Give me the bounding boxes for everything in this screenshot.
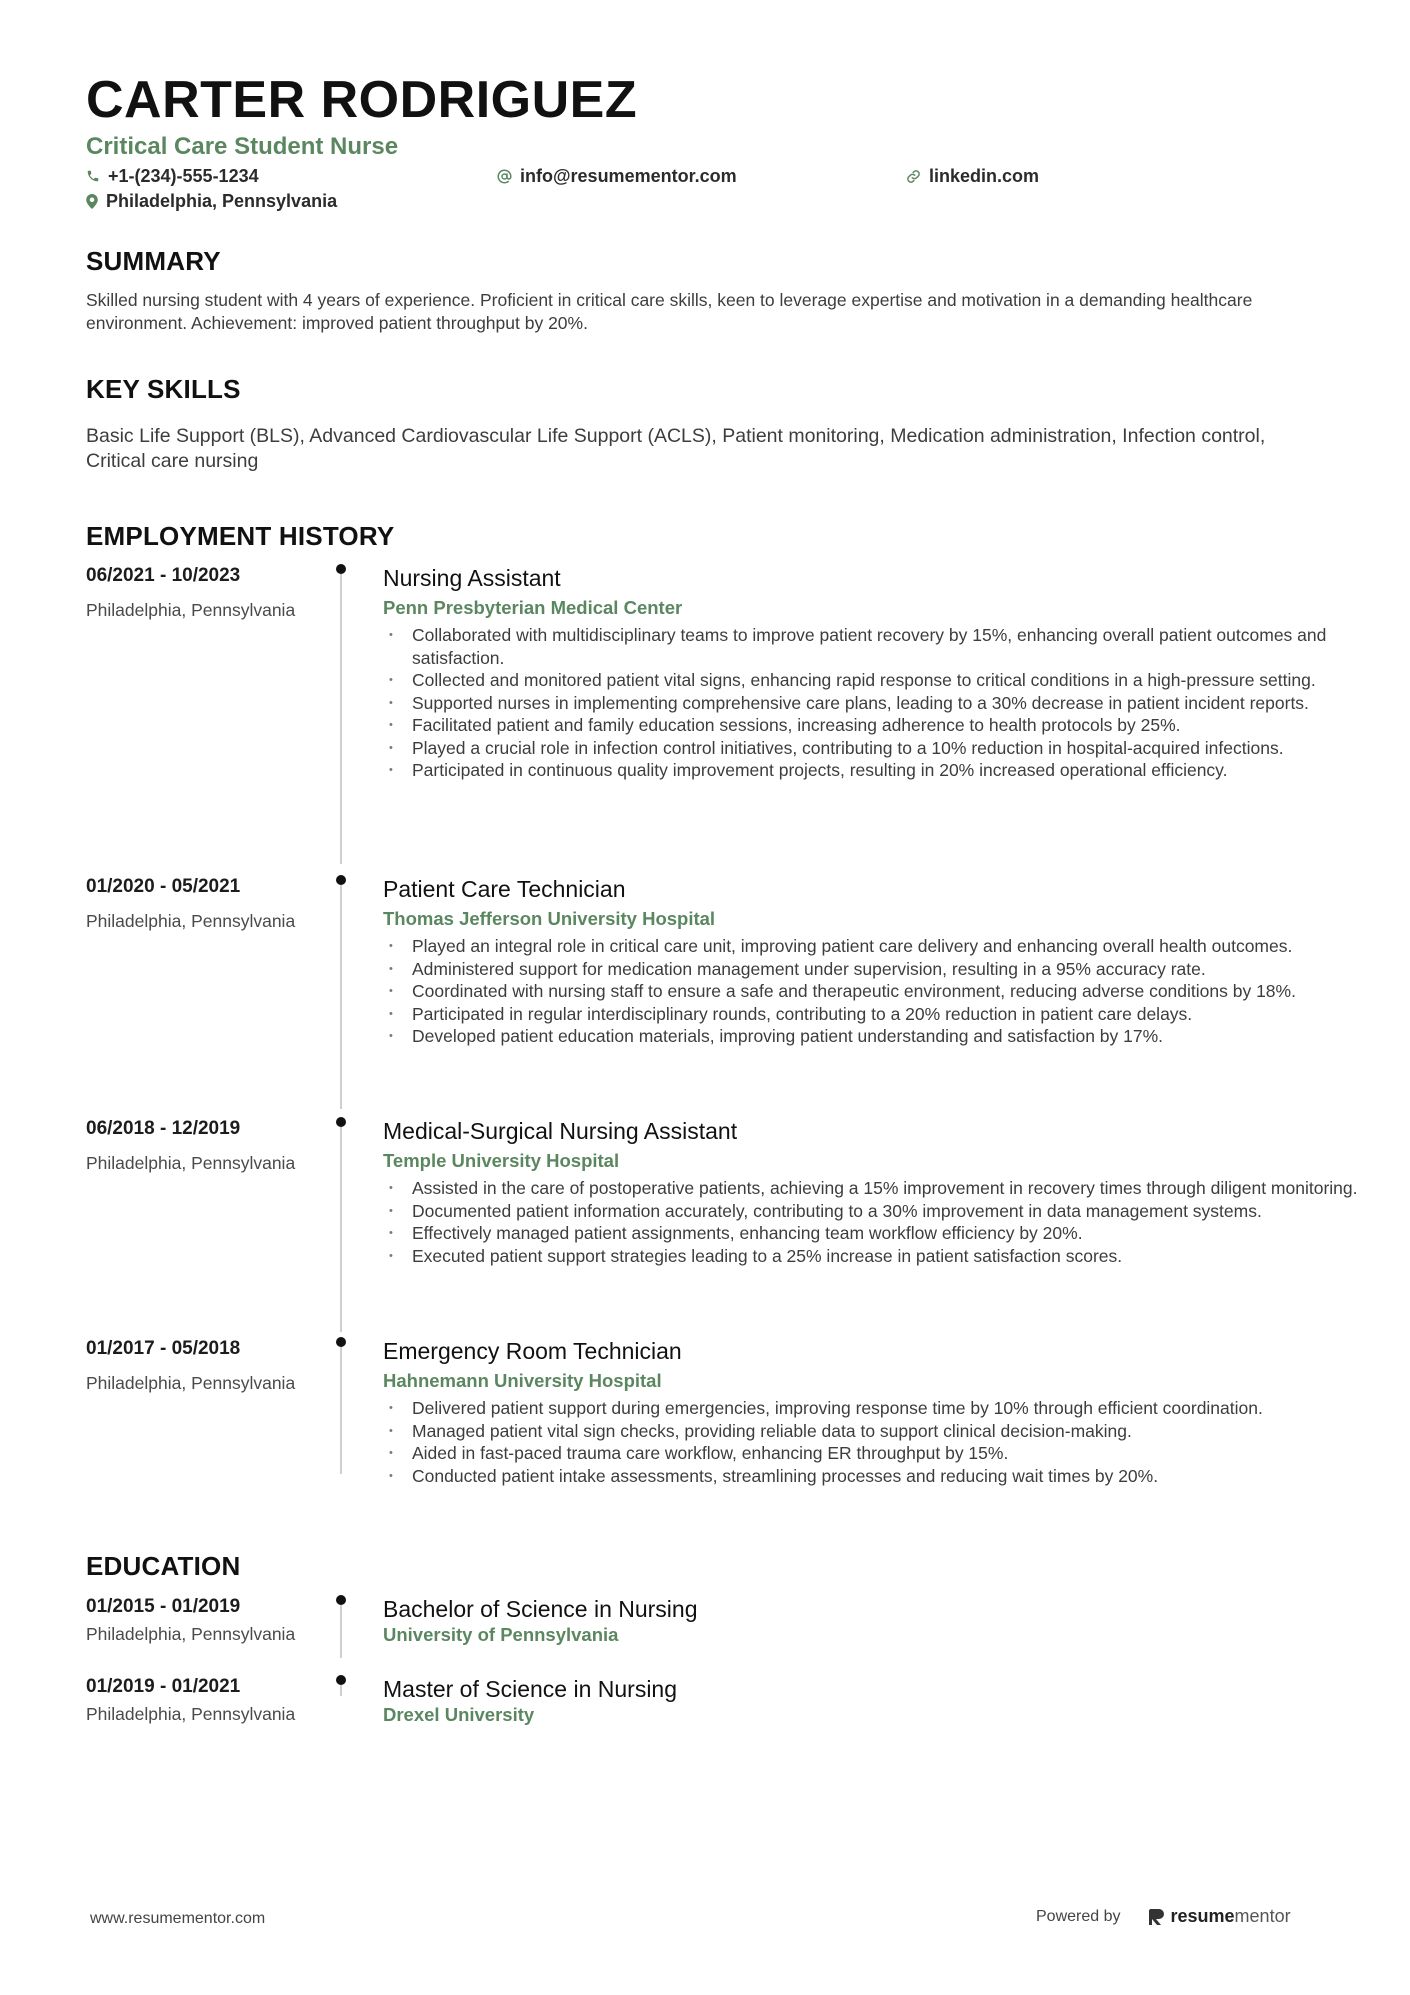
job-title: Emergency Room Technician [383, 1338, 682, 1364]
summary-text: Skilled nursing student with 4 years of experience. Proficient in critical care skills, keen to leverage expertise and motivation in a demanding healthcare environment. Achievement: improved patient throughput by 20%. [86, 290, 1253, 333]
job-location: Philadelphia, Pennsylvania [86, 1373, 296, 1393]
brand-logo-icon [1149, 1908, 1165, 1926]
job-bullet: • Managed patient vital sign checks, providing reliable data to support clinical decision-making. [383, 1420, 1410, 1443]
job-bullets [383, 1177, 1410, 1267]
at-icon [497, 169, 512, 184]
timeline-line [340, 1602, 342, 1658]
candidate-name: CARTER RODRIGUEZ [86, 71, 638, 129]
contact-email[interactable] [497, 164, 737, 188]
job-company: Hahnemann University Hospital [383, 1370, 662, 1391]
summary-heading: SUMMARY [86, 246, 221, 276]
job-bullet: • Participated in continuous quality improvement projects, resulting in 20% increased operational efficiency. [383, 759, 1410, 782]
job-company: Thomas Jefferson University Hospital [383, 908, 716, 929]
timeline-dot [336, 1117, 346, 1127]
footer-website[interactable]: www.resumementor.com [90, 1910, 266, 1927]
location-text: Philadelphia, Pennsylvania [106, 191, 338, 211]
timeline-dot [336, 875, 346, 885]
job-bullet: • Collaborated with multidisciplinary teams to improve patient recovery by 15%, enhancing overall patient outcomes and satisfaction. [383, 624, 1410, 669]
candidate-role: Critical Care Student Nurse [86, 133, 399, 160]
brand-logo[interactable] [1149, 1906, 1291, 1927]
email-text[interactable]: info@resumementor.com [520, 166, 737, 186]
job-bullet: • Aided in fast-paced trauma care workflow, enhancing ER throughput by 15%. [383, 1442, 1410, 1465]
timeline-dot [336, 1675, 346, 1685]
footer-brand [1036, 1906, 1291, 1927]
education-degree: Master of Science in Nursing [383, 1676, 678, 1702]
timeline-dot [336, 1337, 346, 1347]
job-bullet: • Delivered patient support during emergencies, improving response time by 10% through efficient coordination. [383, 1397, 1410, 1420]
job-bullet: • Collected and monitored patient vital signs, enhancing rapid response to critical conditions in a high-pressure setting. [383, 669, 1410, 692]
job-bullet: • Facilitated patient and family education sessions, increasing adherence to health protocols by 25%. [383, 714, 1410, 737]
job-dates: 06/2018 - 12/2019 [86, 1118, 241, 1139]
job-title: Patient Care Technician [383, 876, 626, 902]
job-bullets [383, 624, 1410, 782]
timeline-dot [336, 564, 346, 574]
contact-phone [86, 164, 259, 188]
education-dates: 01/2019 - 01/2021 [86, 1676, 241, 1697]
education-school: University of Pennsylvania [383, 1624, 619, 1645]
contact-location [86, 189, 337, 213]
education-location: Philadelphia, Pennsylvania [86, 1704, 296, 1724]
job-company: Penn Presbyterian Medical Center [383, 597, 683, 618]
job-dates: 01/2017 - 05/2018 [86, 1338, 241, 1359]
location-pin-icon [86, 194, 98, 209]
job-bullet: • Assisted in the care of postoperative patients, achieving a 15% improvement in recovery times through diligent monitoring. [383, 1177, 1410, 1200]
timeline-line [340, 566, 342, 864]
link-icon [906, 169, 921, 184]
job-title: Medical-Surgical Nursing Assistant [383, 1118, 738, 1144]
job-bullet: • Developed patient education materials, improving patient understanding and satisfaction by 17%. [383, 1025, 1410, 1048]
education-location: Philadelphia, Pennsylvania [86, 1624, 296, 1644]
job-bullet: • Participated in regular interdisciplinary rounds, contributing to a 20% reduction in patient care delays. [383, 1003, 1410, 1026]
job-bullets [383, 1397, 1410, 1487]
job-location: Philadelphia, Pennsylvania [86, 1153, 296, 1173]
job-location: Philadelphia, Pennsylvania [86, 911, 296, 931]
job-dates: 06/2021 - 10/2023 [86, 565, 241, 586]
job-bullet: • Administered support for medication management under supervision, resulting in a 95% accuracy rate. [383, 958, 1410, 981]
brand-bold: resume [1170, 1906, 1235, 1926]
job-bullet: • Effectively managed patient assignments, enhancing team workflow efficiency by 20%. [383, 1222, 1410, 1245]
employment-heading: EMPLOYMENT HISTORY [86, 521, 395, 551]
job-bullet: • Conducted patient intake assessments, streamlining processes and reducing wait times by 20%. [383, 1465, 1410, 1488]
job-dates: 01/2020 - 05/2021 [86, 876, 241, 897]
job-bullet: • Played an integral role in critical care unit, improving patient care delivery and enhancing overall health outcomes. [383, 935, 1410, 958]
phone-icon [86, 169, 100, 183]
education-degree: Bachelor of Science in Nursing [383, 1596, 698, 1622]
education-school: Drexel University [383, 1704, 535, 1725]
timeline-line [340, 1122, 342, 1332]
phone-text: +1-(234)-555-1234 [108, 166, 259, 186]
timeline-dot [336, 1595, 346, 1605]
education-dates: 01/2015 - 01/2019 [86, 1596, 241, 1617]
job-bullet: • Coordinated with nursing staff to ensure a safe and therapeutic environment, reducing adverse conditions by 18%. [383, 980, 1410, 1003]
skills-heading: KEY SKILLS [86, 374, 241, 404]
job-bullet: • Played a crucial role in infection control initiatives, contributing to a 10% reduction in hospital-acquired infections. [383, 737, 1410, 760]
job-company: Temple University Hospital [383, 1150, 620, 1171]
job-bullet: • Supported nurses in implementing comprehensive care plans, leading to a 30% decrease in patient incident reports. [383, 692, 1410, 715]
linkedin-text[interactable]: linkedin.com [929, 166, 1040, 186]
job-title: Nursing Assistant [383, 565, 561, 591]
job-bullet: • Documented patient information accurately, contributing to a 30% improvement in data management systems. [383, 1200, 1410, 1223]
timeline-line [340, 877, 342, 1109]
timeline-line [340, 1344, 342, 1474]
job-bullet: • Executed patient support strategies leading to a 25% increase in patient satisfaction scores. [383, 1245, 1410, 1268]
powered-by-text: Powered by [1036, 1907, 1121, 1925]
job-bullets [383, 935, 1410, 1048]
contact-linkedin[interactable] [906, 164, 1039, 188]
skills-text: Basic Life Support (BLS), Advanced Cardiovascular Life Support (ACLS), Patient monitoring, Medication administration, Infection control, Critical care nursing [86, 425, 1266, 472]
education-heading: EDUCATION [86, 1551, 241, 1581]
brand-light: mentor [1234, 1906, 1291, 1926]
job-location: Philadelphia, Pennsylvania [86, 600, 296, 620]
